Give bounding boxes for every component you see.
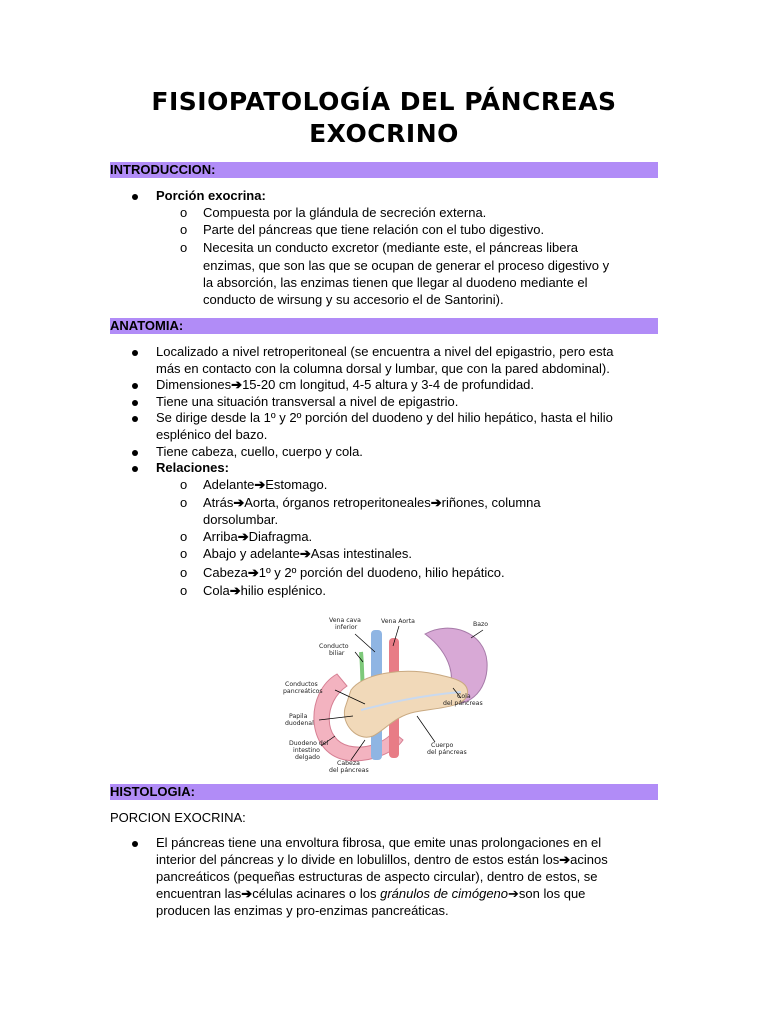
- bullet-dot-icon: [132, 416, 138, 422]
- intro-sub-3-line-3: la absorción, las enzimas tienen que llegar al duodeno mediante el: [203, 275, 588, 290]
- label-conducto-1: Conducto: [319, 643, 349, 650]
- anatomia-b1-line-2: más en contacto con la columna dorsal y lumbar, que con la pared abdominal).: [156, 361, 610, 376]
- histologia-line-2: interior del páncreas y lo divide en lobulillos, dentro de estos están los➔acinos: [156, 852, 608, 867]
- sub-bullet-marker: o: [180, 222, 188, 237]
- arrow-right-icon: ➔: [247, 565, 259, 580]
- anatomia-b6-label: Relaciones:: [156, 460, 229, 475]
- title-line-1: FISIOPATOLOGÍA DEL PÁNCREAS: [151, 87, 617, 116]
- anatomia-b3: Tiene una situación transversal a nivel de epigastrio.: [156, 394, 459, 409]
- section-band-introduccion: [110, 162, 658, 178]
- bullet-dot-icon: [132, 841, 138, 847]
- anatomia-b4-line-2: esplénico del bazo.: [156, 427, 268, 442]
- relacion-6: Cola➔hilio esplénico.: [203, 583, 326, 598]
- arrow-right-icon: ➔: [229, 583, 241, 598]
- label-cuerpo-1: Cuerpo: [431, 742, 454, 749]
- bullet-dot-icon: [132, 194, 138, 200]
- arrow-right-icon: ➔: [237, 529, 249, 544]
- label-cuerpo-2: del páncreas: [427, 749, 467, 756]
- section-heading-histologia: HISTOLOGIA:: [110, 784, 195, 799]
- bullet-dot-icon: [132, 450, 138, 456]
- document-title: [110, 86, 658, 150]
- arrow-right-icon: ➔: [559, 852, 571, 867]
- sub-bullet-marker: o: [180, 583, 188, 598]
- bullet-dot-icon: [132, 350, 138, 356]
- intro-sub-3-line-1: Necesita un conducto excretor (mediante este, el páncreas libera: [203, 240, 579, 255]
- intro-sub-3-line-2: enzimas, que son las que se ocupan de generar el proceso digestivo y: [203, 258, 610, 273]
- arrow-right-icon: ➔: [241, 886, 253, 901]
- sub-bullet-marker: o: [180, 529, 188, 544]
- arrow-right-icon: ➔: [299, 546, 311, 561]
- relacion-3: Arriba➔Diafragma.: [203, 529, 313, 544]
- anatomia-b2: Dimensiones➔15-20 cm longitud, 4-5 altura y 3-4 de profundidad.: [156, 377, 535, 392]
- label-vena-cava-2: inferior: [335, 624, 358, 631]
- histologia-line-5: producen las enzimas y pro-enzimas pancreáticas.: [156, 903, 449, 918]
- label-vena-aorta: Vena Aorta: [381, 618, 415, 625]
- label-bazo: Bazo: [473, 621, 489, 628]
- label-cola-1: Cola: [457, 693, 471, 700]
- section-band-anatomia: [110, 318, 658, 334]
- label-conductos-2: pancreáticos: [283, 688, 323, 695]
- arrow-right-icon: ➔: [233, 495, 245, 510]
- intro-sub-2: Parte del páncreas que tiene relación con el tubo digestivo.: [203, 222, 545, 237]
- intro-bullet-label: Porción exocrina:: [156, 188, 266, 203]
- arrow-right-icon: ➔: [508, 886, 519, 901]
- anatomia-b5: Tiene cabeza, cuello, cuerpo y cola.: [156, 444, 363, 459]
- title-line-2: EXOCRINO: [309, 119, 459, 148]
- intro-sub-1: Compuesta por la glándula de secreción externa.: [203, 205, 487, 220]
- relacion-5: Cabeza➔1º y 2º porción del duodeno, hilio hepático.: [203, 565, 505, 580]
- histologia-subheading: PORCION EXOCRINA:: [110, 810, 246, 825]
- section-heading-anatomia: ANATOMIA:: [110, 318, 184, 333]
- label-cabeza-2: del páncreas: [329, 767, 369, 774]
- sub-bullet-marker: o: [180, 240, 188, 255]
- label-duodeno-1: Duodeno del: [289, 740, 329, 747]
- arrow-right-icon: ➔: [430, 495, 442, 510]
- label-conducto-2: biliar: [329, 650, 345, 657]
- arrow-right-icon: ➔: [231, 377, 243, 392]
- sub-bullet-marker: o: [180, 205, 188, 220]
- anatomia-b1-line-1: Localizado a nivel retroperitoneal (se encuentra a nivel del epigastrio, pero esta: [156, 344, 614, 359]
- arrow-right-icon: ➔: [254, 477, 266, 492]
- label-duodeno-2: intestino: [293, 747, 320, 754]
- pancreas-anatomy-figure: [275, 612, 497, 774]
- histologia-line-1: El páncreas tiene una envoltura fibrosa, que emite unas prolongaciones en el: [156, 835, 602, 850]
- bullet-dot-icon: [132, 400, 138, 406]
- sub-bullet-marker: o: [180, 495, 188, 510]
- intro-sub-3-line-4: conducto de wirsung y su accesorio el de Santorini).: [203, 292, 504, 307]
- section-band-histologia: [110, 784, 658, 800]
- sub-bullet-marker: o: [180, 565, 188, 580]
- label-vena-cava-1: Vena cava: [329, 617, 361, 624]
- label-cola-2: del páncreas: [443, 700, 483, 707]
- sub-bullet-marker: o: [180, 477, 188, 492]
- relacion-4: Abajo y adelante➔Asas intestinales.: [203, 546, 412, 561]
- section-heading-introduccion: INTRODUCCION:: [110, 162, 216, 177]
- label-conductos-1: Conductos: [285, 681, 318, 688]
- label-duodeno-3: delgado: [295, 754, 320, 761]
- anatomia-b4-line-1: Se dirige desde la 1º y 2º porción del duodeno y del hilio hepático, hasta el hilio: [156, 410, 613, 425]
- bullet-dot-icon: [132, 383, 138, 389]
- label-papila-1: Papila: [289, 713, 308, 720]
- histologia-line-3: pancreáticos (pequeñas estructuras de aspecto circular), dentro de estos, se: [156, 869, 598, 884]
- relacion-1: Adelante➔Estomago.: [203, 477, 328, 492]
- relacion-2-line-2: dorsolumbar.: [203, 512, 279, 527]
- label-papila-2: duodenal: [285, 720, 314, 727]
- relacion-2: Atrás➔Aorta, órganos retroperitoneales➔riñones, columna: [203, 495, 541, 510]
- label-cabeza-1: Cabeza: [337, 760, 360, 767]
- sub-bullet-marker: o: [180, 546, 188, 561]
- histologia-line-4: encuentran las➔células acinares o los gránulos de cimógeno➔son los que: [156, 886, 586, 901]
- bullet-dot-icon: [132, 466, 138, 472]
